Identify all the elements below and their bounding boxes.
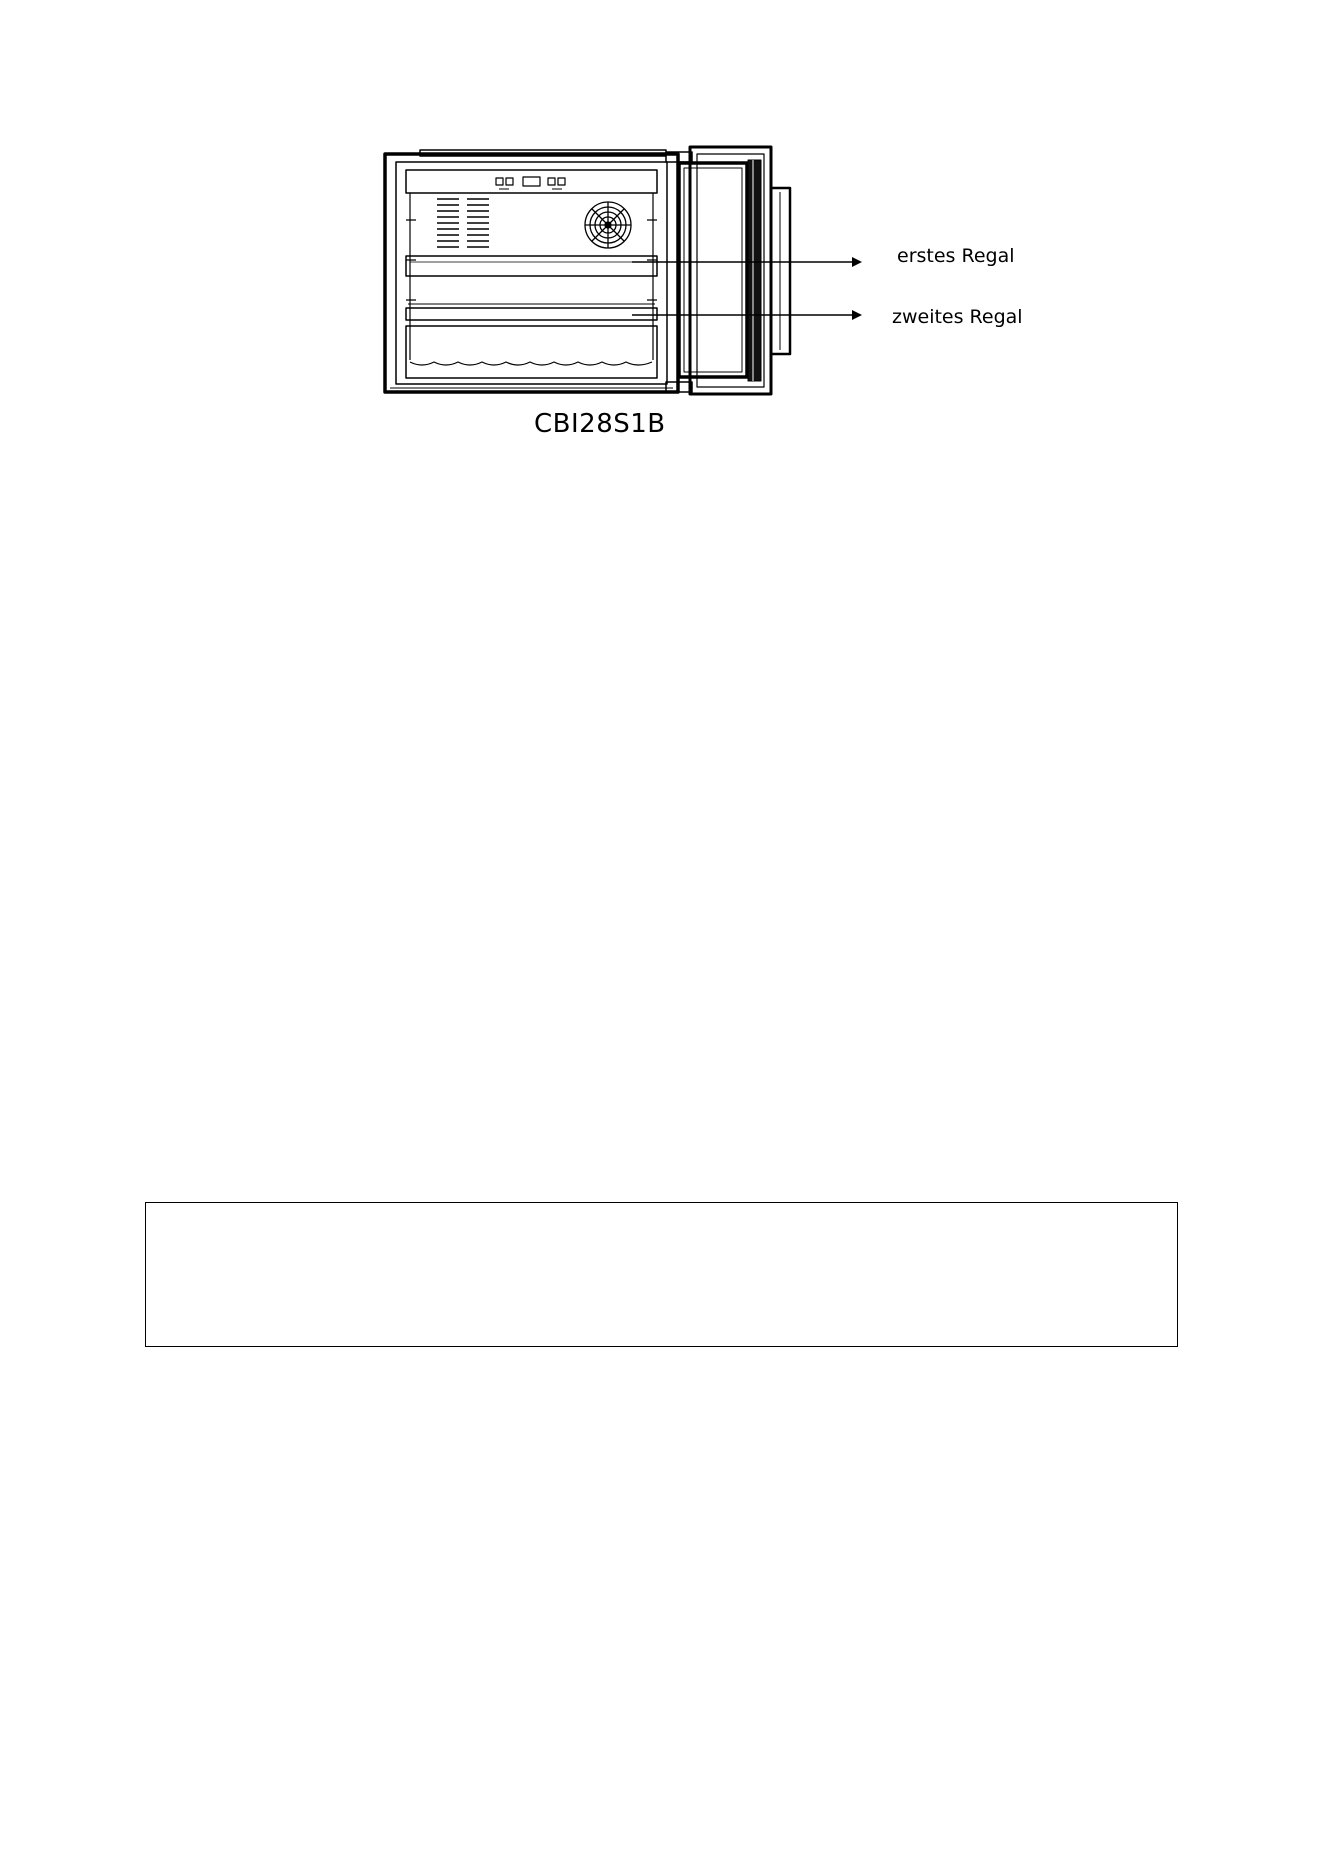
callout-label-first-shelf: erstes Regal xyxy=(897,245,1015,267)
model-name-caption: CBI28S1B xyxy=(534,409,666,439)
fridge-shelf-diagram xyxy=(0,0,1324,460)
bottom-tray xyxy=(406,326,657,378)
second-shelf xyxy=(406,304,657,320)
callout-label-second-shelf: zweites Regal xyxy=(892,306,1023,328)
display-screen xyxy=(523,177,540,186)
vent-slots xyxy=(437,199,489,247)
door-handle xyxy=(771,188,790,354)
note-box xyxy=(145,1202,1178,1347)
button-icon xyxy=(548,178,565,185)
control-panel xyxy=(406,170,657,193)
fan-icon xyxy=(585,202,631,248)
button-icon xyxy=(496,178,513,185)
first-shelf xyxy=(406,256,657,276)
open-door xyxy=(679,147,790,394)
